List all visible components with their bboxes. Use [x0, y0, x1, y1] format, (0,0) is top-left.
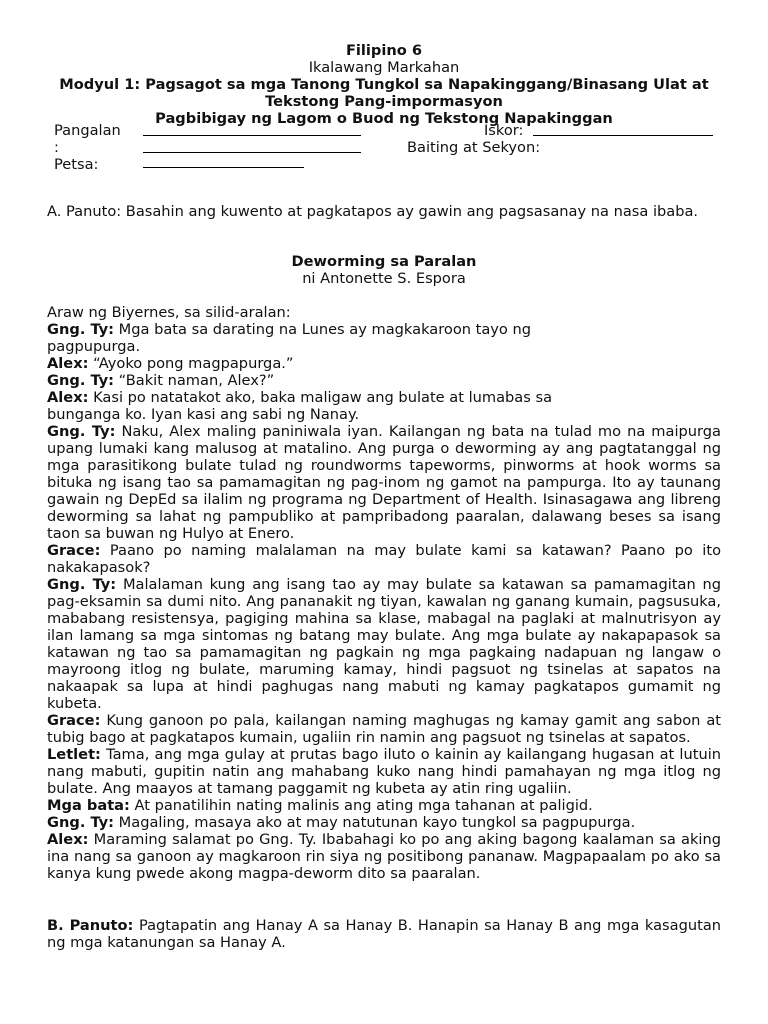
- dialogue-line: [47, 355, 721, 372]
- speaker: Gng. Ty:: [47, 321, 115, 338]
- dialogue-line: [47, 831, 721, 882]
- dialogue-line: [47, 814, 721, 831]
- story-title: Deworming sa Paralan: [291, 253, 477, 270]
- subject-title: Filipino 6: [345, 42, 423, 59]
- dialogue-line: [47, 797, 721, 814]
- speaker: Alex:: [47, 831, 89, 848]
- module-title-line3: Pagbibigay ng Lagom o Buod ng Tekstong Napakinggan: [155, 110, 613, 127]
- name-colon: :: [54, 139, 59, 156]
- dialogue-line: [47, 576, 721, 712]
- dialogue-line: [47, 389, 592, 423]
- dialogue-text: Maraming salamat po Gng. Ty. Ibabahagi ko po ang aking bagong kaalaman sa aking ina nang sa ganoon ay magkaroon rin siya ng positibong pananaw. Magpapaalam po ako sa kanya kung pwede akong magpa-deworm dito sa paaralan.: [47, 831, 721, 882]
- speaker: Gng. Ty:: [47, 576, 117, 593]
- quarter-label: Ikalawang Markahan: [308, 59, 460, 76]
- section-label: Baiting at Sekyon:: [407, 139, 541, 156]
- dialogue-text: Kasi po natatakot ako, baka maligaw ang bulate at lumabas sa bunganga ko. Iyan kasi ang sabi ng Nanay.: [47, 389, 553, 423]
- dialogue-text: Kung ganoon po pala, kailangan naming maghugas ng kamay gamit ang sabon at tubig bago at pagkatapos kumain, ugaliin rin namin ang pagsuot ng tsinelas at sapatos.: [47, 712, 722, 746]
- speaker: Grace:: [47, 542, 101, 559]
- dialogue-line: [47, 321, 577, 355]
- speaker: Alex:: [47, 355, 89, 372]
- dialogue-line: [47, 746, 721, 797]
- name-line-2: [143, 152, 361, 153]
- module-title-line2: Tekstong Pang-impormasyon: [265, 93, 503, 110]
- score-line: [533, 135, 713, 136]
- dialogue-line: [47, 372, 721, 389]
- dialogue-line: [47, 712, 721, 746]
- name-line: [143, 135, 361, 136]
- story-body: [47, 304, 721, 882]
- speaker: Grace:: [47, 712, 101, 729]
- dialogue-text: At panatilihin nating malinis ang ating mga tahanan at paligid.: [134, 797, 593, 814]
- date-line: [143, 167, 304, 168]
- dialogue-text: “Bakit naman, Alex?”: [118, 372, 275, 389]
- dialogue-text: Paano po naming malalaman na may bulate kami sa katawan? Paano po ito nakakapasok?: [47, 542, 722, 576]
- dialogue-text: Magaling, masaya ako at may natutunan kayo tungkol sa pagpupurga.: [118, 814, 636, 831]
- speaker: Alex:: [47, 389, 89, 406]
- speaker: Gng. Ty:: [47, 814, 115, 831]
- speaker: Mga bata:: [47, 797, 130, 814]
- speaker: Gng. Ty:: [47, 423, 116, 440]
- instruction-a-marker: A.: [47, 203, 62, 220]
- speaker: Letlet:: [47, 746, 101, 763]
- dialogue-line: [47, 423, 721, 542]
- score-label: Iskor:: [484, 122, 524, 139]
- dialogue-text: Naku, Alex maling paniniwala iyan. Kailangan ng bata na tulad mo na maipurga upang lumaki kang malusog at matalino. Ang purga o deworming ay ang pagtatanggal ng mga parasitikong bulate tulad ng roundworms tapeworms, pinworms at hook worms sa bituka ng isang tao sa pamamagitan ng pag-inom ng gamot na pampurga. Ito ay taunang gawain ng DepEd sa ilalim ng programa ng Department of Health. Isinasagawa ang libreng deworming sa lahat ng pampubliko at pampribadong paaralan, dalawang beses sa isang taon sa buwan ng Hulyo at Enero.: [47, 423, 721, 542]
- story-setting: Araw ng Biyernes, sa silid-aralan:: [47, 304, 291, 321]
- instruction-a-text: Panuto: Basahin ang kuwento at pagkatapos ay gawin ang pagsasanay na nasa ibaba.: [66, 203, 699, 220]
- dialogue-text: Mga bata sa darating na Lunes ay magkakaroon tayo ng pagpupurga.: [47, 321, 532, 355]
- instruction-b-text: Pagtapatin ang Hanay A sa Hanay B. Hanapin sa Hanay B ang mga kasagutan ng mga katanungan sa Hanay A.: [47, 917, 722, 951]
- speaker: Gng. Ty:: [47, 372, 115, 389]
- date-label: Petsa:: [54, 156, 99, 173]
- module-title-line1: Modyul 1: Pagsagot sa mga Tanong Tungkol sa Napakinggang/Binasang Ulat at: [59, 76, 709, 93]
- story-author: ni Antonette S. Espora: [302, 270, 466, 287]
- instruction-a: [47, 203, 721, 220]
- dialogue-text: “Ayoko pong magpapurga.”: [93, 355, 294, 372]
- dialogue-line: [47, 542, 721, 576]
- dialogue-text: Tama, ang mga gulay at prutas bago iluto o kainin ay kailangang hugasan at lutuin nang mabuti, gupitin natin ang mahabang kuko nang hindi pamahayan ng mga itlog ng bulate. Ang maayos at tamang paggamit ng kubeta ay atin ring ugaliin.: [47, 746, 722, 797]
- document-header: [0, 42, 768, 127]
- instruction-b-label: B. Panuto:: [47, 917, 134, 934]
- instruction-b: [47, 917, 721, 951]
- dialogue-text: Malalaman kung ang isang tao ay may bulate sa katawan sa pamamagitan ng pag-eksamin sa dumi nito. Ang pananakit ng tiyan, kawalan ng ganang kumain, pagsusuka, mababang resistensya, pagiging mahina sa klase, mabagal na paglaki at malnutrisyon ay ilan lamang sa mga sintomas ng batang may bulate. Ang mga bulate ay nakapapasok sa katawan ng tao sa pamamagitan ng pagkain ng mga pagkaing nadapuan ng langaw o mayroong itlog ng bulate, maruming kamay, hindi pagsuot ng tsinelas at sapatos na nakaapak sa lupa at hindi paghugas nang mabuti ng kamay pagkatapos gumamit ng kubeta.: [47, 576, 721, 712]
- name-label: Pangalan: [54, 122, 121, 139]
